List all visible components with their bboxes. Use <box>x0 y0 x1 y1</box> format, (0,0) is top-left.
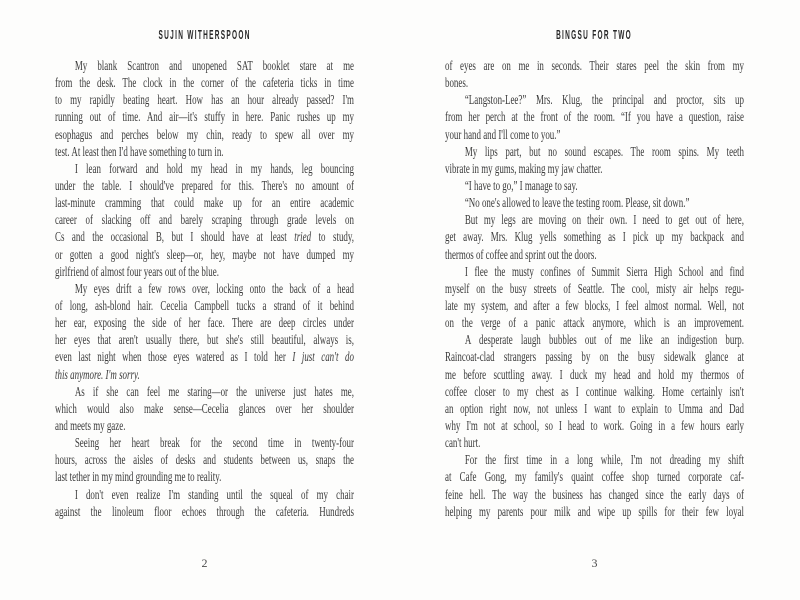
text-line: can't hurt. <box>445 435 481 451</box>
text-line: My blank Scantron and unopened SAT booklet stare at me <box>74 58 354 73</box>
text-line: against the linoleum floor echoes through the cafeteria. Hundreds <box>55 503 354 519</box>
text-line: at Cafe Gong, my family's quaint coffee shop turned corporate caf- <box>445 469 744 485</box>
text-line: I lean forward and hold my head in my hands, leg bouncing <box>74 160 354 176</box>
text-line: me before scuttling away. I duck my head and hold my thermos of <box>445 366 744 382</box>
text-line: last-minute cramming that could make up for an entire academic <box>55 195 354 211</box>
text-line: coffee closer to my chest as I continue walking. Home certainly isn't <box>445 383 744 399</box>
text-line: even last night when those eyes watered as I told her I just can't do <box>55 349 354 365</box>
text-line: get away. Mrs. Klug yells something as I pick up my backpack and <box>445 229 744 245</box>
text-line: which would also make sense—Cecelia glances over her shoulder <box>55 400 354 416</box>
right-page <box>445 0 744 600</box>
page-number-left: 2 <box>201 556 208 570</box>
text-line: of eyes are on me in seconds. Their stares peel the skin from my <box>445 58 744 73</box>
text-line: last tether in my mind grounding me to reality. <box>55 469 222 485</box>
text-line: on the verge of a panic attack anymore, which is an improvement. <box>445 315 744 331</box>
text-line: from the desk. The clock in the corner of the cafeteria ticks in time <box>55 75 354 91</box>
text-line: A desperate laugh bubbles out of me like an indigestion burp. <box>464 332 744 348</box>
text-line: girlfriend of almost four years out of the blue. <box>55 263 219 279</box>
text-line: feine hell. The way the business has changed since the early days of <box>445 486 744 502</box>
text-line: bones. <box>445 75 469 91</box>
text-line: helping my parents pour milk and wipe up spills for their few loyal <box>445 503 744 519</box>
text-line: “No one's allowed to leave the testing room. Please, sit down.” <box>464 195 690 211</box>
text-line: But my legs are moving on their own. I need to get out of here, <box>464 212 744 228</box>
page-body-left <box>55 57 354 520</box>
text-line: career of slacking off and barely scraping through grade levels on <box>55 212 354 228</box>
text-line: of long, ash-blond hair. Cecelia Campbell tucks a strand of it behind <box>55 297 354 313</box>
text-line: I flee the musty confines of Summit Sierra High School and find <box>464 263 744 279</box>
text-line: or gotten a good night's sleep—or, hey, maybe not have dumped my <box>55 246 354 262</box>
text-line: test. At least then I'd have something to turn in. <box>55 143 224 159</box>
text-line: “Langston-Lee?” Mrs. Klug, the principal and proctor, sits up <box>464 92 744 108</box>
text-line: Cs and the occasional B, but I should have at least tried to study, <box>55 229 354 245</box>
page-body-right <box>445 57 744 520</box>
text-line: her eyes that aren't usually there, but she's still beautiful, always is, <box>55 332 354 348</box>
running-header-right <box>445 28 744 42</box>
text-line: this anymore. I'm sorry. <box>55 366 140 382</box>
text-line: late my system, and after a few blocks, I feel almost normal. Well, not <box>445 297 744 313</box>
text-line: and meets my gaze. <box>55 417 126 433</box>
text-line: I don't even realize I'm standing until the squeal of my chair <box>74 486 354 502</box>
text-line: from her perch at the front of the room. “If you have a question, raise <box>445 109 744 125</box>
text-line: “I have to go,” I manage to say. <box>464 177 578 193</box>
text-line: hours, across the aisles of desks and students between us, snaps the <box>55 452 354 468</box>
text-line: myself on the busy streets of Seattle. The cool, misty air helps regu- <box>445 280 744 296</box>
running-header-left-text: SUJIN WITHERSPOON <box>158 28 251 42</box>
running-header-left <box>55 28 354 42</box>
text-line: your hand and I'll come to you.” <box>445 126 561 142</box>
text-line: esophagus and perches below my chin, ready to spew all over my <box>55 126 354 142</box>
text-line: Raincoat-clad strangers passing by on the busy sidewalk glance at <box>445 349 744 365</box>
text-line: vibrate in my gums, making my jaw chatter. <box>445 160 603 176</box>
text-line: My eyes drift a few rows over, locking onto the back of a head <box>74 280 354 296</box>
text-line: thermos of coffee and sprint out the doors. <box>445 246 597 262</box>
page-number-right: 3 <box>591 556 598 570</box>
text-line: an option right now, not unless I want to explain to Umma and Dad <box>445 400 744 416</box>
text-line: under the table. I should've prepared for this. There's no amount of <box>55 177 354 193</box>
text-line: running out of time. And air—it's stuffy in here. Panic rushes up my <box>55 109 354 125</box>
text-line: Seeing her heart break for the second time in twenty-four <box>74 435 354 451</box>
text-line: As if she can feel me staring—or the universe just hates me, <box>74 383 354 399</box>
text-line: My lips part, but no sound escapes. The room spins. My teeth <box>464 143 744 159</box>
text-line: For the first time in a long while, I'm not dreading my shift <box>464 452 744 468</box>
text-line: why I'm not at school, so I head to work. Going in a few hours early <box>445 417 744 433</box>
text-line: her ear, exposing the side of her face. There are deep circles under <box>55 315 354 331</box>
left-page <box>55 0 354 600</box>
running-header-right-text: BINGSU FOR TWO <box>556 28 633 42</box>
text-line: to my rapidly beating heart. How has an hour already passed? I'm <box>55 92 354 108</box>
